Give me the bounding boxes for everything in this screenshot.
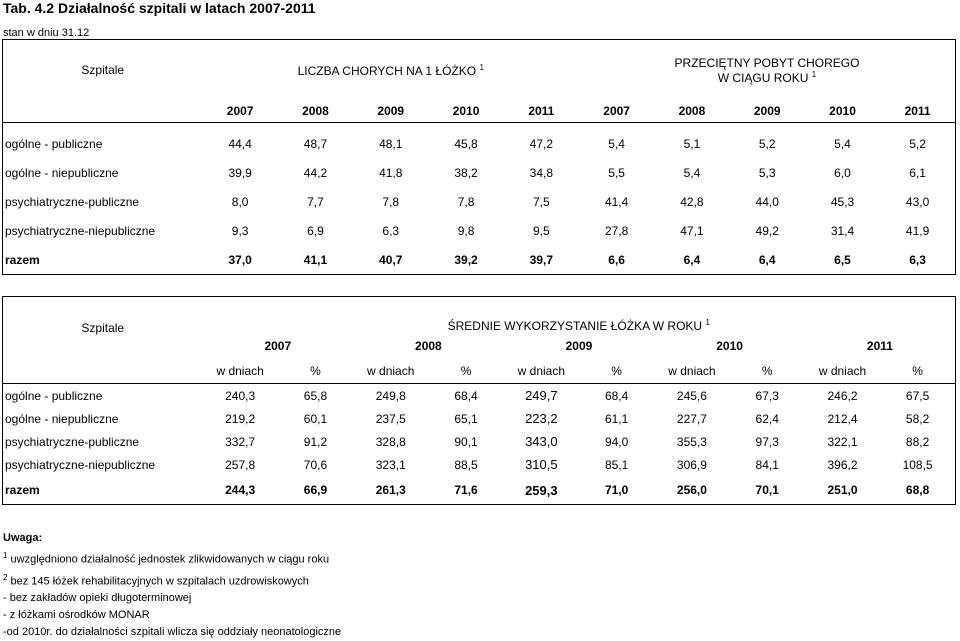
table-cell: 44,0 <box>755 194 779 209</box>
table-cell: 85,1 <box>604 457 629 472</box>
table-cell: 244,3 <box>225 483 256 497</box>
table-cell: 9,8 <box>457 223 475 238</box>
table-cell: 37,0 <box>228 252 252 267</box>
year-header: 2007 <box>264 339 292 353</box>
note-4: - z łóżkami ośrodków MONAR <box>3 609 150 622</box>
subheader-pct: % <box>310 364 321 378</box>
table-cell: 219,2 <box>225 411 256 426</box>
table-cell: 68,4 <box>454 388 478 403</box>
table-cell: 34,8 <box>529 165 554 180</box>
table-cell: 5,3 <box>758 165 776 180</box>
table-cell: 70,1 <box>755 483 779 497</box>
year-header: 2011 <box>866 339 893 353</box>
table-cell: 261,3 <box>375 483 406 497</box>
table-cell: 9,5 <box>532 223 550 238</box>
note-1: $^1$ uwzględniono działalność jednostek zlikwidowanych w ciągu roku <box>3 551 330 566</box>
year-header: 2007 <box>603 104 630 118</box>
table-cell: 88,2 <box>905 434 930 449</box>
page-title: Tab. 4.2 Działalność szpitali w latach 2007-2011 <box>3 0 316 16</box>
table-cell: 71,0 <box>604 483 629 497</box>
table-cell: 5,4 <box>834 136 851 151</box>
table-cell: 9,3 <box>231 223 249 238</box>
year-header: 2011 <box>904 104 931 118</box>
year-header: 2010 <box>452 104 480 118</box>
table-cell: 5,5 <box>608 165 625 180</box>
row-label: ogólne - publiczne <box>5 388 103 403</box>
table-cell: 332,7 <box>225 434 256 449</box>
table-bed-utilization <box>2 296 956 505</box>
table-cell: 257,8 <box>225 457 256 472</box>
subheader-pct: % <box>761 364 773 378</box>
row-label: psychiatryczne-publiczne <box>5 434 140 449</box>
table-cell: 249,8 <box>375 388 406 403</box>
table-cell: 328,8 <box>375 434 406 449</box>
year-header: 2007 <box>226 104 254 118</box>
subheader-days: w dniach <box>818 364 867 378</box>
table-cell: 212,4 <box>827 411 858 426</box>
subheader-days: w dniach <box>517 364 566 378</box>
table-cell: 396,2 <box>827 457 858 472</box>
row-label: razem <box>5 483 40 497</box>
table-cell: 65,8 <box>303 388 328 403</box>
year-header: 2009 <box>565 339 593 353</box>
notes-heading: Uwaga: <box>3 532 43 544</box>
year-header: 2008 <box>302 104 329 118</box>
table-cell: 41,8 <box>379 165 403 180</box>
table-cell: 68,8 <box>905 483 930 497</box>
table-cell: 5,4 <box>683 165 701 180</box>
table-cell: 6,9 <box>307 223 324 238</box>
table-row <box>3 384 956 408</box>
row-label: ogólne - niepubliczne <box>5 411 119 426</box>
table-row <box>3 476 956 505</box>
table-cell: 97,3 <box>755 434 779 449</box>
table-cell: 249,7 <box>525 388 558 403</box>
row-label: ogólne - publiczne <box>5 136 103 151</box>
table-cell: 60,1 <box>303 411 328 426</box>
table-cell: 7,8 <box>457 194 475 209</box>
subheader-pct: % <box>912 364 923 378</box>
table-row <box>3 187 956 216</box>
table-cell: 7,5 <box>532 194 550 209</box>
col-header-szpitale-2: Szpitale <box>81 321 125 335</box>
table-cell: 43,0 <box>905 194 930 209</box>
table-cell: 40,7 <box>379 252 403 267</box>
table-row <box>3 245 956 275</box>
subheader-days: w dniach <box>367 364 415 378</box>
table-cell: 66,9 <box>303 483 328 497</box>
table-cell: 39,9 <box>228 165 252 180</box>
table-cell: 5,4 <box>608 136 625 151</box>
table-cell: 67,5 <box>905 388 930 403</box>
table-cell: 6,1 <box>909 165 926 180</box>
table-cell: 42,8 <box>680 194 704 209</box>
table-cell: 27,8 <box>604 223 629 238</box>
date-note: stan w dniu 31.12 <box>3 27 90 39</box>
table-cell: 41,1 <box>303 252 328 267</box>
table-cell: 343,0 <box>525 434 558 449</box>
table-cell: 108,5 <box>902 457 933 472</box>
row-label: razem <box>5 252 40 267</box>
table-cell: 5,1 <box>683 136 701 151</box>
table-row <box>3 407 956 430</box>
row-label: psychiatryczne-publiczne <box>5 194 140 209</box>
table-cell: 62,4 <box>755 411 779 426</box>
table-cell: 71,6 <box>454 483 478 497</box>
table-cell: 91,2 <box>303 434 328 449</box>
table-row <box>3 430 956 453</box>
table-cell: 259,3 <box>525 482 558 498</box>
table-cell: 67,3 <box>755 388 779 403</box>
table-cell: 6,4 <box>683 252 701 267</box>
subheader-days: w dniach <box>668 364 716 378</box>
table-cell: 6,3 <box>909 252 926 267</box>
year-header: 2008 <box>415 339 442 353</box>
table-cell: 323,1 <box>375 457 406 472</box>
note-2: $^2$ bez 145 łóżek rehabilitacyjnych w szpitalach uzdrowiskowych <box>3 572 309 588</box>
table-cell: 61,1 <box>604 411 629 426</box>
table-cell: 355,3 <box>676 434 707 449</box>
table-cell: 6,3 <box>382 223 400 238</box>
table-cell: 94,0 <box>604 434 629 449</box>
table-cell: 6,6 <box>608 252 625 267</box>
year-header: 2009 <box>377 104 405 118</box>
table-cell: 8,0 <box>231 194 249 209</box>
row-label: psychiatryczne-niepubliczne <box>5 457 156 472</box>
table-cell: 256,0 <box>676 483 707 497</box>
year-header: 2009 <box>753 104 781 118</box>
subheader-pct: % <box>460 364 472 378</box>
table-cell: 45,3 <box>830 194 855 209</box>
group-header-avg-stay: PRZECIĘTNY POBYT CHOREGO W CIĄGU ROKU $^1$ <box>674 55 860 85</box>
table-cell: 65,1 <box>454 411 478 426</box>
table-cell: 5,2 <box>909 136 926 151</box>
year-header: 2010 <box>716 339 743 353</box>
table-cell: 7,7 <box>307 194 324 209</box>
table-cell: 44,4 <box>228 136 252 151</box>
table-cell: 49,2 <box>755 223 779 238</box>
table-cell: 6,0 <box>834 165 851 180</box>
table-cell: 84,1 <box>755 457 779 472</box>
row-label: psychiatryczne-niepubliczne <box>5 223 156 238</box>
table-row <box>3 453 956 476</box>
year-header: 2010 <box>829 104 856 118</box>
subheader-days: w dniach <box>216 364 264 378</box>
table-cell: 47,2 <box>529 136 554 151</box>
table-cell: 227,7 <box>676 411 707 426</box>
table-cell: 48,1 <box>379 136 403 151</box>
table-cell: 48,7 <box>303 136 328 151</box>
subheader-pct: % <box>611 364 622 378</box>
footnotes <box>3 530 341 641</box>
table-cell: 88,5 <box>454 457 478 472</box>
row-label: ogólne - niepubliczne <box>5 165 119 180</box>
table-cell: 306,9 <box>676 457 707 472</box>
table-cell: 90,1 <box>454 434 478 449</box>
note-5: -od 2010r. do działalności szpitali wlicza się oddziały neonatologiczne <box>3 626 342 639</box>
table-cell: 246,2 <box>827 388 858 403</box>
year-header: 2008 <box>678 104 706 118</box>
table-cell: 6,5 <box>834 252 851 267</box>
col-header-szpitale: Szpitale <box>81 63 125 77</box>
table-cell: 39,7 <box>529 252 554 267</box>
year-header: 2011 <box>528 104 555 118</box>
group-header-bed-utilization: ŚREDNIE WYKORZYSTANIE ŁÓŻKA W ROKU $^1$ <box>447 318 710 333</box>
table-cell: 45,8 <box>454 136 478 151</box>
table-cell: 310,5 <box>525 457 558 472</box>
table-cell: 322,1 <box>827 434 858 449</box>
table-cell: 41,9 <box>905 223 930 238</box>
table-cell: 31,4 <box>830 223 855 238</box>
table-cell: 38,2 <box>454 165 478 180</box>
table-cell: 245,6 <box>676 388 707 403</box>
table-cell: 70,6 <box>303 457 328 472</box>
table-cell: 39,2 <box>454 252 478 267</box>
table-cell: 6,4 <box>758 252 776 267</box>
table-row <box>3 158 956 187</box>
table-cell: 5,2 <box>758 136 776 151</box>
table-cell: 68,4 <box>604 388 629 403</box>
table-cell: 44,2 <box>303 165 328 180</box>
table-cell: 7,8 <box>382 194 400 209</box>
note-3: - bez zakładów opieki długoterminowej <box>3 592 192 605</box>
group-header-patients-per-bed: LICZBA CHORYCH NA 1 ŁÓŻKO $^1$ <box>297 62 484 78</box>
table-cell: 47,1 <box>680 223 704 238</box>
table-cell: 41,4 <box>604 194 629 209</box>
table-cell: 223,2 <box>525 411 558 426</box>
table-cell: 237,5 <box>375 411 406 426</box>
table-cell: 240,3 <box>225 388 256 403</box>
table-cell: 251,0 <box>827 483 858 497</box>
table-patients-and-stay <box>2 39 956 275</box>
table-row <box>3 216 956 245</box>
table-row <box>3 123 956 159</box>
table-cell: 58,2 <box>905 411 930 426</box>
